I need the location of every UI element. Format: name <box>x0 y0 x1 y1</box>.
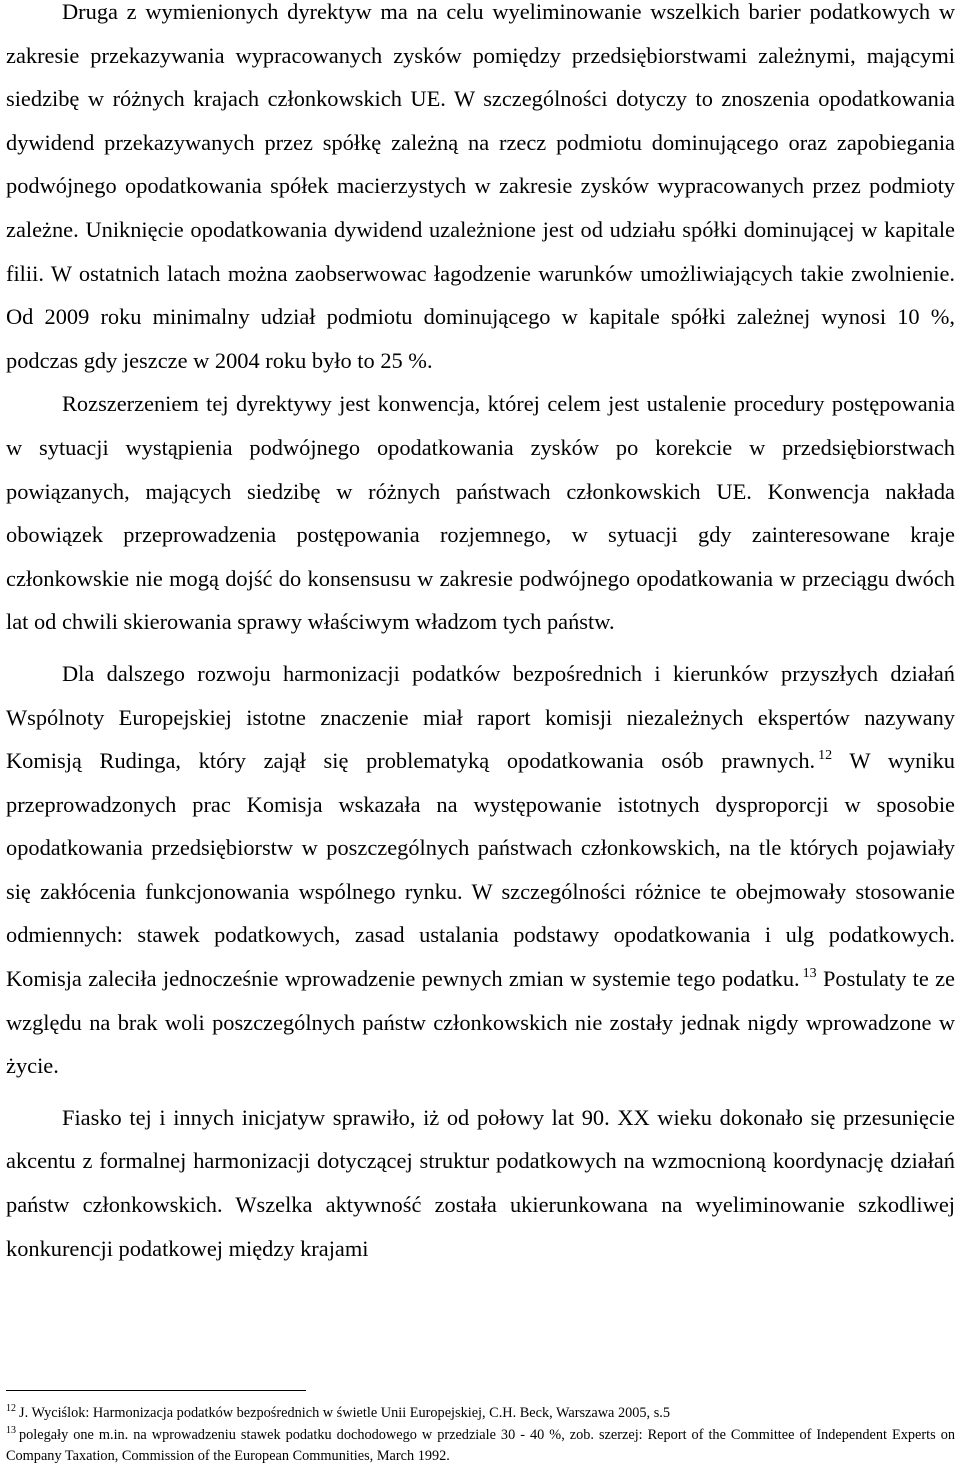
footnote-13 <box>6 1425 955 1468</box>
paragraph-3 <box>6 652 955 1088</box>
paragraph-3-part-2: W wyniku przeprowadzonych prac Komisja wskazała na występowanie istotnych dysproporcji w sposobie opodatkowania przedsiębiorstw w poszczególnych państwach członkowskich, na tle których pojawiały się zakłócenia funkcjonowania wspólnego rynku. W szczególności różnice te obejmowały stosowanie odmiennych: stawek podatkowych, zasad ustalania podstawy opodatkowania i ulg podatkowych. Komisja zaleciła jednocześnie wprowadzenie pewnych zmian w systemie tego podatku. <box>6 748 955 992</box>
paragraph-3-part-1: Dla dalszego rozwoju harmonizacji podatków bezpośrednich i kierunków przyszłych działań Wspólnoty Europejskiej istotne znaczenie miał raport komisji niezależnych ekspertów nazywany Komisją Rudinga, który zajął się problematyką opodatkowania osób prawnych. <box>6 660 955 774</box>
paragraph-1: Druga z wymienionych dyrektyw ma na celu wyeliminowanie wszelkich barier podatkowych w zakresie przekazywania wypracowanych zysków pomiędzy przedsiębiorstwami zależnymi, mającymi siedzibę w różnych krajach członkowskich UE. W szczególności dotyczy to znoszenia opodatkowania dywidend przekazywanych przez spółkę zależną na rzecz podmiotu dominującego oraz zapobiegania podwójnego opodatkowania spółek macierzystych w zakresie zysków wypracowanych przez podmioty zależne. Uniknięcie opodatkowania dywidend uzależnione jest od udziału spółki dominującej w kapitale filii. W ostatnich latach można zaobserwowac łagodzenie warunków umożliwiających takie zwolnienie. Od 2009 roku minimalny udział podmiotu dominującego w kapitale spółki zależnej wynosi 10 %, podczas gdy jeszcze w 2004 roku było to 25 %. <box>6 0 955 373</box>
footnote-reference-12[interactable]: 12 <box>818 748 833 764</box>
footnote-number: 13 <box>6 1424 16 1436</box>
footnote-text: polegały one m.in. na wprowadzeniu stawek podatku dochodowego w przedziale 30 - 40 %, zob. szerzej: Report of the Committee of Independent Experts on Company Taxation, Commission of the European Communities, March 1992. <box>6 1426 955 1464</box>
footnote-text: J. Wyciślok: Harmonizacja podatków bezpośrednich w świetle Unii Europejskiej, C.H. Beck, Warszawa 2005, s.5 <box>19 1405 670 1421</box>
footnote-separator <box>6 1390 306 1391</box>
footnote-reference-13[interactable]: 13 <box>802 966 817 982</box>
paragraph-3-part-3: Postulaty te ze względu na brak woli poszczególnych państw członkowskich nie zostały jednak nigdy wprowadzone w życie. <box>6 966 955 1079</box>
footnotes <box>6 1403 955 1468</box>
paragraph-4: Fiasko tej i innych inicjatyw sprawiło, iż od połowy lat 90. XX wieku dokonało się przesunięcie akcentu z formalnej harmonizacji dotyczącej struktur podatkowych na wzmocnioną koordynację działań państw członkowskich. Wszelka aktywność została ukierunkowana na wyeliminowanie szkodliwej konkurencji podatkowej między krajami <box>6 1104 955 1261</box>
document-body <box>6 0 955 1270</box>
footnote-number: 12 <box>6 1403 16 1414</box>
footnote-12 <box>6 1403 955 1425</box>
paragraph-2: Rozszerzeniem tej dyrektywy jest konwencja, której celem jest ustalenie procedury postępowania w sytuacji wystąpienia podwójnego opodatkowania zysków po korekcie w przedsiębiorstwach powiązanych, mających siedzibę w różnych państwach członkowskich UE. Konwencja nakłada obowiązek przeprowadzenia postępowania rozjemnego, w sytuacji gdy zainteresowane kraje członkowskie nie mogą dojść do konsensusu w zakresie podwójnego opodatkowania w przeciągu dwóch lat od chwili skierowania sprawy właściwym władzom tych państw. <box>6 391 955 635</box>
